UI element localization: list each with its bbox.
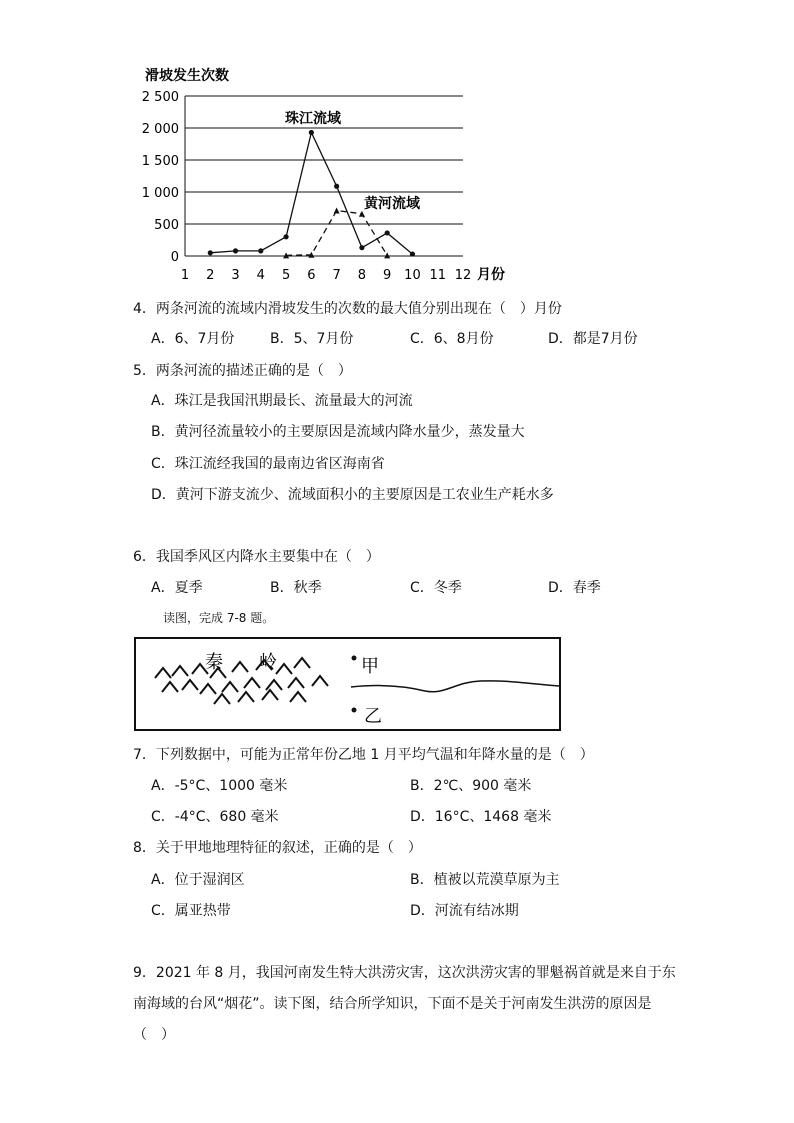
point-b-label: 乙	[364, 706, 382, 727]
q5-option-c[interactable]: C．珠江流经我国的最南边省区海南省	[151, 456, 385, 472]
q7-option-a[interactable]: A．-5°C、1000 毫米	[151, 778, 288, 794]
data-point-zhujiang	[334, 184, 339, 189]
x-tick-label: 3	[231, 268, 240, 283]
q7-option-d[interactable]: D．16°C、1468 毫米	[410, 809, 552, 825]
landslide-chart	[0, 0, 794, 290]
q5-option-a[interactable]: A．珠江是我国汛期最长、流量最大的河流	[151, 393, 413, 409]
y-tick-label: 0	[170, 250, 179, 265]
point-a-label: 甲	[361, 656, 379, 677]
y-tick-label: 2 500	[141, 90, 179, 105]
series-label-huanghe: 黄河流域	[364, 196, 420, 212]
x-tick-label: 9	[383, 268, 392, 283]
y-tick-label: 1 000	[141, 186, 179, 201]
y-tick-label: 2 000	[141, 122, 179, 137]
q6-option-d[interactable]: D．春季	[548, 580, 601, 596]
q8-option-d[interactable]: D．河流有结冰期	[410, 903, 519, 919]
x-tick-label: 7	[332, 268, 341, 283]
data-point-zhujiang	[283, 234, 288, 239]
q6-option-b[interactable]: B．秋季	[270, 580, 322, 596]
qinling-diagram	[0, 630, 794, 740]
series-line-zhujiang	[210, 132, 412, 254]
y-tick-label: 500	[154, 218, 179, 233]
chart-y-title: 滑坡发生次数	[145, 68, 229, 84]
q4-option-b[interactable]: B．5、7月份	[270, 331, 354, 347]
q8-option-a[interactable]: A．位于湿润区	[151, 872, 245, 888]
q7-option-c[interactable]: C．-4°C、680 毫米	[151, 809, 279, 825]
data-point-zhujiang	[385, 230, 390, 235]
x-tick-label: 1	[180, 268, 190, 283]
x-tick-label: 11	[429, 268, 447, 283]
q6-option-c[interactable]: C．冬季	[410, 580, 462, 596]
data-point-huanghe	[384, 252, 390, 258]
data-point-zhujiang	[208, 250, 213, 255]
x-tick-label: 2	[206, 268, 215, 283]
x-tick-label: 5	[281, 268, 291, 283]
data-point-zhujiang	[258, 248, 263, 253]
q6-option-a[interactable]: A．夏季	[151, 580, 203, 596]
q4-option-d[interactable]: D．都是7月份	[548, 331, 638, 347]
series-line-huanghe	[286, 211, 387, 256]
question-5-stem: 5．两条河流的描述正确的是（ ）	[133, 363, 352, 379]
question-9-line-3: （ ）	[133, 1027, 175, 1043]
question-6-stem: 6．我国季风区内降水主要集中在（ ）	[133, 549, 380, 565]
y-tick-label: 1 500	[141, 154, 179, 169]
mountain-symbols	[155, 658, 328, 704]
q5-option-b[interactable]: B．黄河径流量较小的主要原因是流域内降水量少，蒸发量大	[151, 424, 525, 440]
data-point-huanghe	[334, 208, 340, 214]
chart-x-label: 月份	[477, 267, 505, 283]
x-tick-label: 12	[454, 268, 472, 283]
question-9-line-2: 南海域的台风“烟花”。读下图，结合所学知识，下面不是关于河南发生洪涝的原因是	[133, 996, 652, 1012]
diagram-border	[135, 638, 560, 730]
reading-note: 读图，完成 7-8 题。	[163, 611, 275, 625]
question-7-stem: 7．下列数据中，可能为正常年份乙地 1 月平均气温和年降水量的是（ ）	[133, 747, 594, 763]
data-point-zhujiang	[359, 245, 364, 250]
question-8-stem: 8．关于甲地地理特征的叙述，正确的是（ ）	[133, 840, 422, 856]
q4-option-c[interactable]: C．6、8月份	[410, 331, 494, 347]
river-line	[351, 681, 560, 692]
x-tick-label: 6	[307, 268, 316, 283]
x-tick-label: 4	[256, 268, 265, 283]
question-9-line-1: 9．2021 年 8 月，我国河南发生特大洪涝灾害，这次洪涝灾害的罪魁祸首就是来自于东	[133, 965, 676, 981]
x-tick-label: 8	[357, 268, 367, 283]
question-4-stem: 4．两条河流的流域内滑坡发生的次数的最大值分别出现在（ ）月份	[133, 301, 562, 317]
data-point-zhujiang	[410, 251, 415, 256]
q7-option-b[interactable]: B．2℃、900 毫米	[410, 778, 532, 794]
q4-option-a[interactable]: A．6、7月份	[151, 331, 235, 347]
q8-option-c[interactable]: C．属亚热带	[151, 903, 231, 919]
q8-option-b[interactable]: B．植被以荒漠草原为主	[410, 872, 560, 888]
mountain-label: 秦 岭	[205, 652, 277, 673]
data-point-zhujiang	[233, 248, 238, 253]
x-tick-label: 10	[404, 268, 421, 283]
q5-option-d[interactable]: D．黄河下游支流少、流域面积小的主要原因是工农业生产耗水多	[151, 487, 554, 503]
data-point-zhujiang	[309, 130, 314, 135]
point-b-dot	[352, 708, 357, 713]
point-a-dot	[352, 656, 357, 661]
series-label-zhujiang: 珠江流域	[285, 111, 341, 127]
